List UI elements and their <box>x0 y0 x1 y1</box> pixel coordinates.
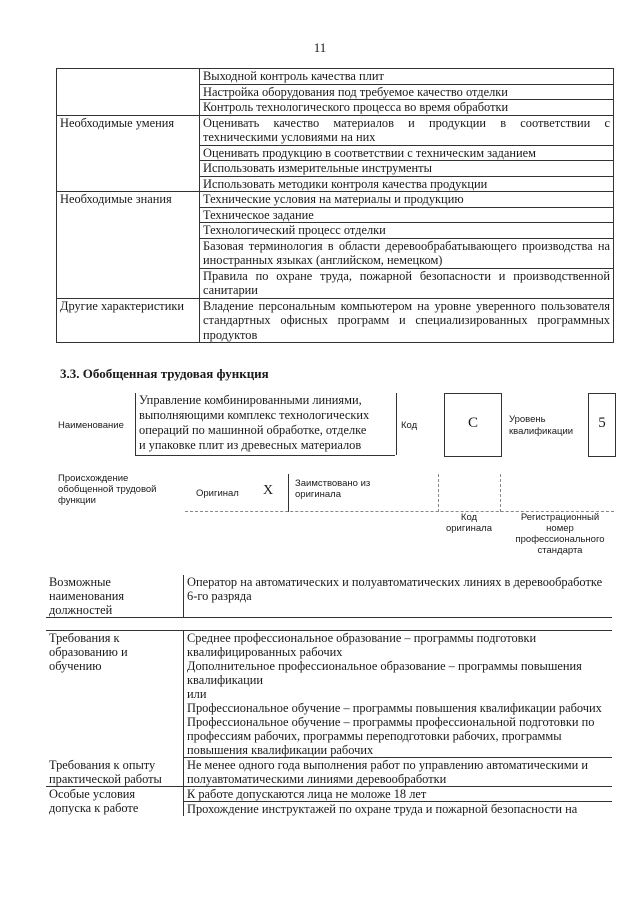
level-label: квалификации <box>509 426 574 437</box>
original-label: Оригинал <box>196 488 239 499</box>
reg-number-label: Регистрационный <box>520 512 600 523</box>
level-label: Уровень <box>509 414 546 425</box>
reg-number-label: номер <box>546 523 574 534</box>
divider <box>135 393 136 455</box>
level-value: 5 <box>598 415 606 431</box>
original-mark: X <box>263 483 274 498</box>
origin-label: обобщенной трудовой <box>58 484 157 495</box>
table-cell: Использовать методики контроля качества продукции <box>200 176 614 192</box>
divider <box>135 455 395 456</box>
code-value: C <box>467 415 478 431</box>
page-number: 11 <box>313 40 327 55</box>
table-cell: Владение персональным компьютером на уровне уверенного пользователя стандартных офисных программ и специализированных программных продуктов <box>200 298 614 343</box>
table-cell: Использовать измерительные инструменты <box>200 161 614 177</box>
education-item: Среднее профессиональное образование – программы подготовки квалифицированных рабочих <box>184 631 613 660</box>
table-cell: Контроль технологического процесса во время обработки <box>200 100 614 116</box>
divider <box>288 474 289 512</box>
table-row-label: Необходимые умения <box>57 115 200 192</box>
table-cell: Выходной контроль качества плит <box>200 69 614 85</box>
code-label: Код <box>401 420 418 431</box>
divider <box>500 474 501 512</box>
code-original-label: оригинала <box>445 523 492 534</box>
experience-value: Не менее одного года выполнения работ по управлению автоматическими и полуавтоматическими линиями деревообработки <box>184 758 613 787</box>
function-name-line: и упаковке плит из древесных материалов <box>139 438 362 452</box>
possible-titles-value: Оператор на автоматических и полуавтоматических линиях в деревообработке 6-го разряда <box>184 575 613 618</box>
origin-label: Происхождение <box>58 473 129 484</box>
reg-number-label: стандарта <box>537 545 583 556</box>
table-cell: Технические условия на материалы и продукцию <box>200 192 614 208</box>
function-name-line: операций по машинной обработке, отделке <box>139 423 367 437</box>
function-name <box>139 393 391 453</box>
table-row-label <box>57 69 200 116</box>
section-title: 3.3. Обобщенная трудовая функция <box>60 366 269 381</box>
origin-label: функции <box>58 495 96 506</box>
special-conditions-item: К работе допускаются лица не моложе 18 лет <box>184 787 613 802</box>
table-cell: Технологический процесс отделки <box>200 223 614 239</box>
education-item: Дополнительное профессиональное образование – программы повышения квалификации <box>184 659 613 687</box>
education-item: или <box>184 687 613 701</box>
possible-titles-label: Возможные наименования должностей <box>46 575 184 618</box>
table-cell: Правила по охране труда, пожарной безопасности и производственной санитарии <box>200 268 614 298</box>
education-item: Профессиональное обучение – программы повышения квалификации рабочих <box>184 701 613 715</box>
skills-table <box>56 68 614 343</box>
code-original-label: Код <box>460 512 478 523</box>
divider <box>438 474 439 512</box>
special-conditions-label: Особые условия допуска к работе <box>49 787 139 815</box>
name-label: Наименование <box>58 420 124 431</box>
borrowed-label: оригинала <box>295 489 342 500</box>
table-row-label: Необходимые знания <box>57 192 200 299</box>
function-name-line: Управление комбинированными линиями, <box>139 393 362 407</box>
function-name-line: выполняющими комплекс технологических <box>139 408 370 422</box>
table-cell: Техническое задание <box>200 207 614 223</box>
divider <box>396 393 397 455</box>
experience-label: Требования к опыту практической работы <box>46 758 184 787</box>
table-cell: Базовая терминология в области деревообрабатывающего производства на иностранных языках (английском, немецком) <box>200 238 614 268</box>
borrowed-label: Заимствовано из <box>295 478 371 489</box>
table-cell: Оценивать продукцию в соответствии с техническим заданием <box>200 145 614 161</box>
table-row-label: Другие характеристики <box>57 298 200 343</box>
reg-number-label: профессионального <box>515 534 605 545</box>
requirements-table <box>46 575 612 816</box>
special-conditions-item: Прохождение инструктажей по охране труда и пожарной безопасности на <box>184 802 613 817</box>
education-item: Профессиональное обучение – программы профессиональной подготовки по профессиям рабочих, программы переподготовки рабочих, программы повышения квалификации рабочих <box>184 715 613 758</box>
table-cell: Оценивать качество материалов и продукции в соответствии с техническими условиями на них <box>200 115 614 145</box>
table-cell: Настройка оборудования под требуемое качество отделки <box>200 84 614 100</box>
education-label: Требования к образованию и обучению <box>46 631 184 758</box>
